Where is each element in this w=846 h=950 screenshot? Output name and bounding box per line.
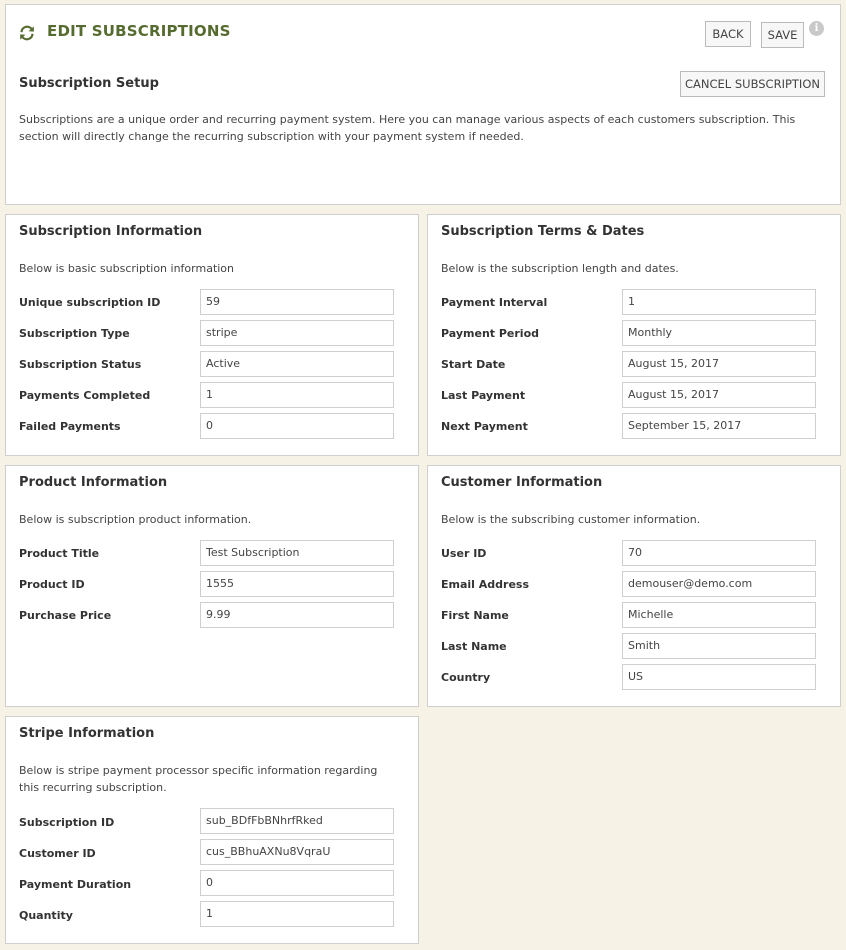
page-title: EDIT SUBSCRIPTIONS	[47, 22, 231, 40]
field-label: Quantity	[19, 909, 73, 922]
quantity-input[interactable]: 1	[200, 901, 394, 927]
field-label: Subscription ID	[19, 816, 115, 829]
customer-information-card	[427, 465, 841, 707]
card-title: Stripe Information	[19, 726, 155, 741]
next-payment-input[interactable]: September 15, 2017	[622, 413, 816, 439]
product-title-input[interactable]: Test Subscription	[200, 540, 394, 566]
payment-interval-input[interactable]: 1	[622, 289, 816, 315]
card-title: Subscription Information	[19, 224, 203, 239]
payments-completed-input[interactable]: 1	[200, 382, 394, 408]
field-label: Start Date	[441, 358, 506, 371]
field-label: Product Title	[19, 547, 100, 560]
field-label: Last Name	[441, 640, 507, 653]
subscription-type-input[interactable]: stripe	[200, 320, 394, 346]
last-name-input[interactable]: Smith	[622, 633, 816, 659]
field-label: Customer ID	[19, 847, 96, 860]
card-title: Subscription Terms & Dates	[441, 224, 645, 239]
last-payment-input[interactable]: August 15, 2017	[622, 382, 816, 408]
first-name-input[interactable]: Michelle	[622, 602, 816, 628]
payment-duration-input[interactable]: 0	[200, 870, 394, 896]
card-title: Customer Information	[441, 475, 603, 490]
field-label: Product ID	[19, 578, 85, 591]
stripe-subscription-id-input[interactable]: sub_BDfFbBNhrfRked	[200, 808, 394, 834]
subscription-setup-panel	[5, 59, 841, 205]
payment-period-input[interactable]: Monthly	[622, 320, 816, 346]
field-label: Next Payment	[441, 420, 528, 433]
field-label: Payment Duration	[19, 878, 132, 891]
product-id-input[interactable]: 1555	[200, 571, 394, 597]
subscription-information-card	[5, 214, 419, 456]
field-label: Last Payment	[441, 389, 526, 402]
unique-subscription-id-input[interactable]: 59	[200, 289, 394, 315]
user-id-input[interactable]: 70	[622, 540, 816, 566]
save-button[interactable]: SAVE	[761, 22, 804, 48]
purchase-price-input[interactable]: 9.99	[200, 602, 394, 628]
email-address-input[interactable]: demouser@demo.com	[622, 571, 816, 597]
subscription-terms-card	[427, 214, 841, 456]
field-label: Failed Payments	[19, 420, 121, 433]
field-label: Payment Interval	[441, 296, 548, 309]
card-description: Below is subscription product information.	[19, 513, 252, 526]
failed-payments-input[interactable]: 0	[200, 413, 394, 439]
card-description: Below is basic subscription information	[19, 262, 235, 275]
card-description: Below is the subscribing customer information.	[441, 513, 701, 526]
field-label: First Name	[441, 609, 509, 622]
field-label: Country	[441, 671, 491, 684]
card-title: Product Information	[19, 475, 168, 490]
field-label: User ID	[441, 547, 487, 560]
field-label: Payments Completed	[19, 389, 151, 402]
field-label: Payment Period	[441, 327, 540, 340]
setup-description: Subscriptions are a unique order and recurring payment system. Here you can manage various aspects of each customers subscription. This section will directly change the recurring subscription with your payment system if needed.	[19, 113, 796, 143]
start-date-input[interactable]: August 15, 2017	[622, 351, 816, 377]
card-description: Below is stripe payment processor specific information regarding this recurring subscription.	[19, 764, 378, 794]
stripe-customer-id-input[interactable]: cus_BBhuAXNu8VqraU	[200, 839, 394, 865]
cancel-subscription-button[interactable]: CANCEL SUBSCRIPTION	[680, 71, 825, 97]
card-description: Below is the subscription length and dates.	[441, 262, 679, 275]
field-label: Subscription Type	[19, 327, 130, 340]
info-icon[interactable]: i	[809, 21, 824, 36]
product-information-card	[5, 465, 419, 707]
back-button[interactable]: BACK	[705, 21, 751, 47]
page-header	[5, 4, 841, 60]
refresh-icon	[18, 24, 36, 42]
country-input[interactable]: US	[622, 664, 816, 690]
setup-title: Subscription Setup	[19, 76, 159, 91]
stripe-information-card	[5, 716, 419, 944]
subscription-status-input[interactable]: Active	[200, 351, 394, 377]
field-label: Subscription Status	[19, 358, 142, 371]
field-label: Purchase Price	[19, 609, 112, 622]
field-label: Email Address	[441, 578, 530, 591]
field-label: Unique subscription ID	[19, 296, 161, 309]
